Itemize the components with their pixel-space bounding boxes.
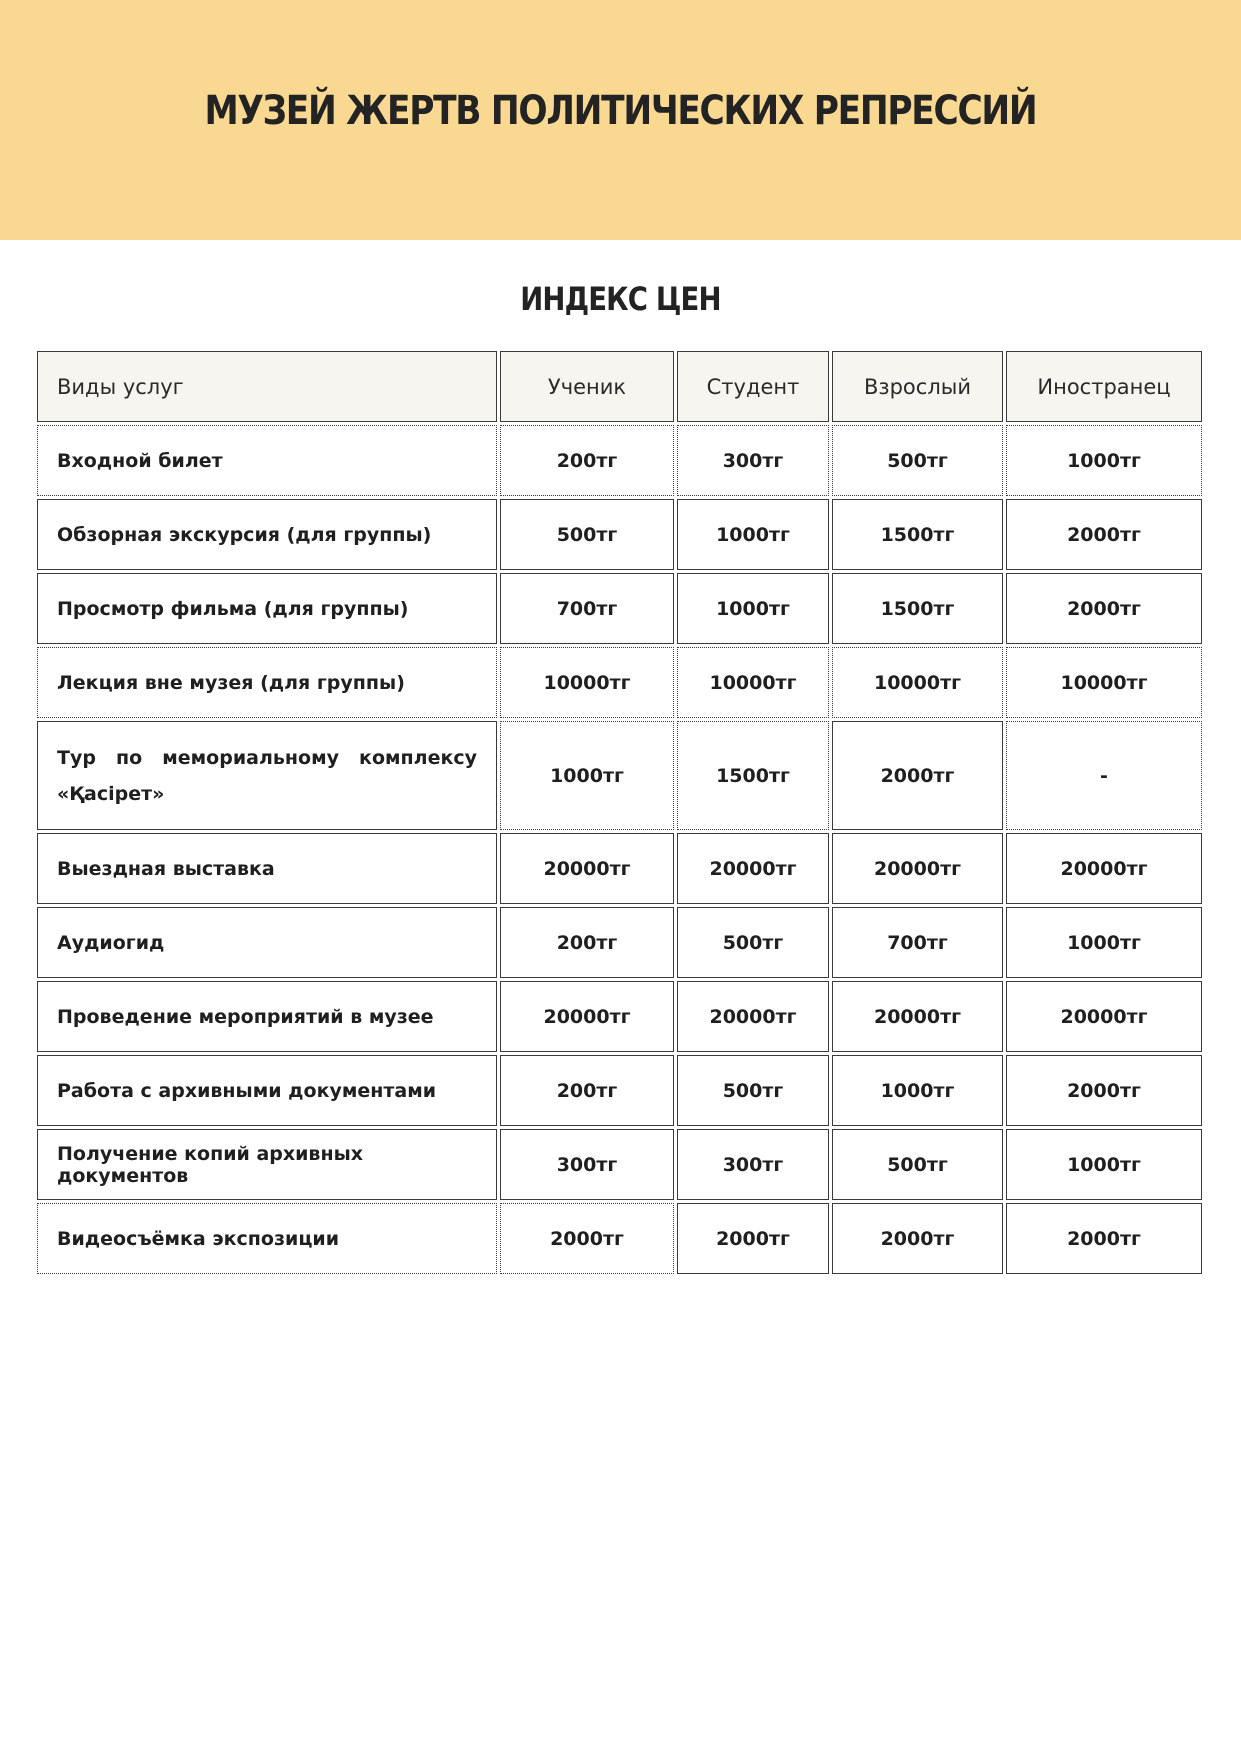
table-row bbox=[37, 499, 1202, 570]
service-name: Получение копий архивных документов bbox=[37, 1129, 497, 1200]
price-pupil: 2000тг bbox=[500, 1203, 674, 1274]
table-row bbox=[37, 1203, 1202, 1274]
table-row bbox=[37, 425, 1202, 496]
price-table bbox=[34, 348, 1205, 1277]
service-name: Входной билет bbox=[37, 425, 497, 496]
price-foreigner: 10000тг bbox=[1006, 647, 1202, 718]
price-student: 300тг bbox=[677, 1129, 829, 1200]
table-row bbox=[37, 647, 1202, 718]
price-student: 500тг bbox=[677, 907, 829, 978]
price-adult: 1500тг bbox=[832, 499, 1003, 570]
price-pupil: 200тг bbox=[500, 425, 674, 496]
price-student: 500тг bbox=[677, 1055, 829, 1126]
price-foreigner: 2000тг bbox=[1006, 499, 1202, 570]
price-pupil: 200тг bbox=[500, 907, 674, 978]
service-name: Тур по мемориальному комплексу «Қасірет» bbox=[37, 721, 497, 830]
price-foreigner: 1000тг bbox=[1006, 425, 1202, 496]
museum-title: МУЗЕЙ ЖЕРТВ ПОЛИТИЧЕСКИХ РЕПРЕССИЙ bbox=[204, 88, 1037, 134]
column-header-student: Студент bbox=[677, 351, 829, 422]
table-row bbox=[37, 721, 1202, 830]
column-header-foreigner: Иностранец bbox=[1006, 351, 1202, 422]
service-name: Лекция вне музея (для группы) bbox=[37, 647, 497, 718]
service-name: Просмотр фильма (для группы) bbox=[37, 573, 497, 644]
table-row bbox=[37, 573, 1202, 644]
column-header-service: Виды услуг bbox=[37, 351, 497, 422]
table-header-row bbox=[37, 351, 1202, 422]
service-name: Работа с архивными документами bbox=[37, 1055, 497, 1126]
price-student: 20000тг bbox=[677, 833, 829, 904]
price-adult: 700тг bbox=[832, 907, 1003, 978]
service-name: Проведение мероприятий в музее bbox=[37, 981, 497, 1052]
price-student: 300тг bbox=[677, 425, 829, 496]
price-foreigner: 2000тг bbox=[1006, 1203, 1202, 1274]
price-pupil: 20000тг bbox=[500, 833, 674, 904]
service-name: Аудиогид bbox=[37, 907, 497, 978]
price-pupil: 20000тг bbox=[500, 981, 674, 1052]
price-pupil: 700тг bbox=[500, 573, 674, 644]
table-row bbox=[37, 981, 1202, 1052]
price-student: 10000тг bbox=[677, 647, 829, 718]
price-foreigner: 20000тг bbox=[1006, 981, 1202, 1052]
price-index-title: ИНДЕКС ЦЕН bbox=[520, 280, 721, 318]
price-adult: 10000тг bbox=[832, 647, 1003, 718]
price-student: 1000тг bbox=[677, 573, 829, 644]
price-foreigner: 20000тг bbox=[1006, 833, 1202, 904]
price-adult: 500тг bbox=[832, 425, 1003, 496]
price-pupil: 10000тг bbox=[500, 647, 674, 718]
service-name: Обзорная экскурсия (для группы) bbox=[37, 499, 497, 570]
price-adult: 2000тг bbox=[832, 1203, 1003, 1274]
price-student: 2000тг bbox=[677, 1203, 829, 1274]
price-foreigner: 1000тг bbox=[1006, 907, 1202, 978]
price-student: 20000тг bbox=[677, 981, 829, 1052]
price-pupil: 500тг bbox=[500, 499, 674, 570]
service-name: Выездная выставка bbox=[37, 833, 497, 904]
price-adult: 1000тг bbox=[832, 1055, 1003, 1126]
price-adult: 20000тг bbox=[832, 981, 1003, 1052]
price-adult: 20000тг bbox=[832, 833, 1003, 904]
price-foreigner: - bbox=[1006, 721, 1202, 830]
price-foreigner: 2000тг bbox=[1006, 573, 1202, 644]
price-student: 1000тг bbox=[677, 499, 829, 570]
service-name: Видеосъёмка экспозиции bbox=[37, 1203, 497, 1274]
price-foreigner: 1000тг bbox=[1006, 1129, 1202, 1200]
price-adult: 2000тг bbox=[832, 721, 1003, 830]
price-pupil: 1000тг bbox=[500, 721, 674, 830]
price-adult: 500тг bbox=[832, 1129, 1003, 1200]
table-row bbox=[37, 833, 1202, 904]
price-pupil: 300тг bbox=[500, 1129, 674, 1200]
column-header-adult: Взрослый bbox=[832, 351, 1003, 422]
price-pupil: 200тг bbox=[500, 1055, 674, 1126]
column-header-pupil: Ученик bbox=[500, 351, 674, 422]
table-row bbox=[37, 907, 1202, 978]
price-student: 1500тг bbox=[677, 721, 829, 830]
price-adult: 1500тг bbox=[832, 573, 1003, 644]
price-foreigner: 2000тг bbox=[1006, 1055, 1202, 1126]
table-row bbox=[37, 1129, 1202, 1200]
table-row bbox=[37, 1055, 1202, 1126]
